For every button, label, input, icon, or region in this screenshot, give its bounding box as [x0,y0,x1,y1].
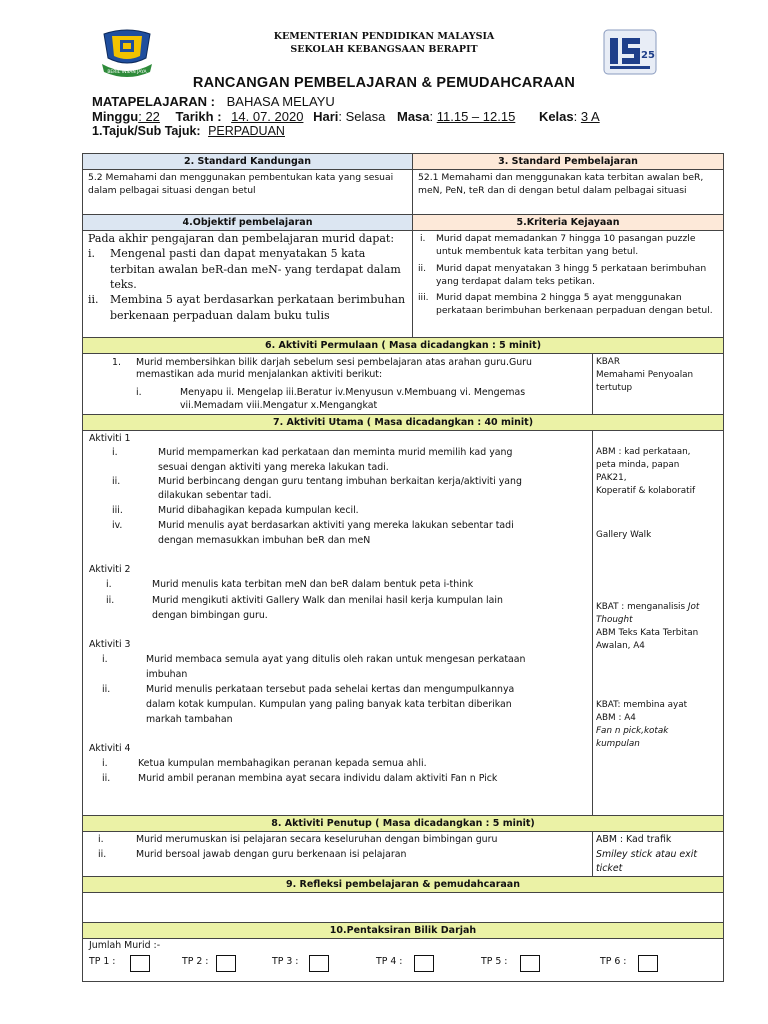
kriteria-item-3: Murid dapat membina 2 hingga 5 ayat menggunakan perkataan berimbuhan berkenaan perpaduan dengan betul. [436,292,713,316]
date-label: Tarikh : [175,109,222,124]
tp4-box[interactable] [414,955,434,972]
penutup-side-c: ticket [596,863,623,874]
a1-item-2-line1: Murid berbincang dengan guru tentang imbuhan berkaitan kerja/aktiviti yang [158,476,522,487]
crest-motto: BERIL INSAN JAYA [107,70,147,75]
topic-label: 1.Tajuk/Sub Tajuk: [92,124,201,138]
objektif-intro: Pada akhir pengajaran dan pembelajaran murid dapat: [88,232,395,245]
utama-side-4d: kumpulan [596,739,640,749]
a1-num-2: ii. [112,476,121,487]
kriteria-num-3: iii. [418,292,429,303]
subject-value: BAHASA MELAYU [226,94,335,109]
permulaan-sub-1: Menyapu ii. Mengelap iii.Beratur iv.Menyusun v.Membuang vi. Mengemas [180,387,526,398]
aktiviti-permulaan-header: 6. Aktiviti Permulaan ( Masa dicadangkan : 5 minit) [83,338,723,353]
tp5-box[interactable] [520,955,540,972]
time-label: Masa [396,109,430,124]
aktiviti-2-label: Aktiviti 2 [89,564,131,575]
utama-side-1c: PAK21, [596,473,627,483]
aktiviti-3-label: Aktiviti 3 [89,639,131,650]
a1-num-3: iii. [112,505,123,516]
tp1-label: TP 1 : [89,956,116,967]
a4-num-1: i. [102,758,108,769]
standard-pembelajaran-header: 3. Standard Pembelajaran [413,154,723,169]
standard-kandungan-text: 5.2 Memahami dan menggunakan pembentukan kata yang sesuai dalam pelbagai situasi dengan betul [88,172,394,196]
tp2-label: TP 2 : [182,956,209,967]
a2-num-2: ii. [106,595,115,606]
tp5-label: TP 5 : [481,956,508,967]
date-value: 14. 07. 2020 [231,109,304,124]
aktiviti-penutup-header: 8. Aktiviti Penutup ( Masa dicadangkan : 5 minit) [83,816,723,831]
a3-num-2: ii. [102,684,111,695]
tp6-label: TP 6 : [600,956,627,967]
a3-item-2-line3: markah tambahan [146,714,233,725]
a3-item-2-line2: dalam kotak kumpulan. Kumpulan yang paling banyak kata terbitan diberikan [146,699,512,710]
objektif-num-1: i. [88,247,96,260]
a3-item-2-line1: Murid menulis perkataan tersebut pada sehelai kertas dan mengumpulkannya [146,684,515,695]
week-label: Minggu [92,109,139,124]
kriteria-num-2: ii. [418,263,427,274]
utama-side-4a: KBAT: membina ayat [596,700,688,710]
a3-item-1-line1: Murid membaca semula ayat yang ditulis oleh rakan untuk mengesan perkataan [146,654,526,665]
tp6-box[interactable] [638,955,658,972]
kriteria-header: 5.Kriteria Kejayaan [413,215,723,230]
tp3-label: TP 3 : [272,956,299,967]
day-label: Hari [313,109,339,124]
a2-item-2-line2: dengan bimbingan guru. [152,610,268,621]
a4-num-2: ii. [102,773,111,784]
document-title: RANCANGAN PEMBELAJARAN & PEMUDAHCARAAN [192,75,576,91]
school-name: SEKOLAH KEBANGSAAN BERAPIT [290,44,478,55]
kriteria-num-1: i. [420,233,426,244]
utama-side-3b: Thought [596,615,633,625]
a1-item-2-line2: dilakukan sebentar tadi. [158,490,272,501]
penutup-side-b: Smiley stick atau exit [596,849,698,860]
a1-num-4: iv. [112,520,123,531]
standard-pembelajaran-text: 52.1 Memahami dan menggunakan kata terbitan awalan beR, meN, PeN, teR dan di dengan betul dalam pelbagai situasi [418,172,704,196]
refleksi-header: 9. Refleksi pembelajaran & pemudahcaraan [83,877,723,892]
penutup-num-1: i. [98,834,104,845]
a2-item-2-line1: Murid mengikuti aktiviti Gallery Walk dan menilai hasil kerja kumpulan lain [152,595,503,606]
penutup-item-2: Murid bersoal jawab dengan guru berkenaan isi pelajaran [136,849,407,860]
a1-item-1-line1: Murid mempamerkan kad perkataan dan meminta murid memilih kad yang [158,447,513,458]
permulaan-item-1: Murid membersihkan bilik darjah sebelum sesi pembelajaran atas arahan guru.Guru memastikan ada murid menjalankan aktiviti berikut: [136,357,532,381]
ministry-name: KEMENTERIAN PENDIDIKAN MALAYSIA [273,31,495,42]
class-label: Kelas [538,109,574,124]
utama-side-1b: peta minda, papan [596,460,680,470]
objektif-num-2: ii. [88,293,99,306]
a1-item-4-line1: Murid menulis ayat berdasarkan aktiviti yang mereka lakukan sebentar tadi [158,520,514,531]
schedule-row: Minggu: 22 Tarikh : 14. 07. 2020 Hari: Selasa Masa: 11.15 – 12.15 Kelas: 3 A [92,109,600,124]
tp3-box[interactable] [309,955,329,972]
penutup-side-a: ABM : Kad trafik [596,834,672,845]
subject-label: MATAPELAJARAN : [92,94,216,109]
topic-value: PERPADUAN [208,124,285,138]
penutup-num-2: ii. [98,849,107,860]
day-value: : Selasa [338,109,386,124]
utama-side-3d: Awalan, A4 [596,641,645,651]
utama-side-4c: Fan n pick,kotak [596,726,669,736]
utama-side-4b: ABM : A4 [596,713,636,723]
week-value: : 22 [138,109,160,124]
a4-item-2: Murid ambil peranan membina ayat secara individu dalam aktiviti Fan n Pick [138,773,498,784]
tp2-box[interactable] [216,955,236,972]
objektif-item-1: Mengenal pasti dan dapat menyatakan 5 kata terbitan awalan beR-dan meN- yang terdapat dalam teks. [110,247,401,291]
aktiviti-utama-header: 7. Aktiviti Utama ( Masa dicadangkan : 40 minit) [83,415,723,430]
jumlah-murid-label: Jumlah Murid :- [89,940,161,951]
permulaan-side-2: Memahami Penyoalan [596,370,694,380]
time-value: 11.15 – 12.15 [436,109,516,124]
penutup-item-1: Murid merumuskan isi pelajaran secara keseluruhan dengan bimbingan guru [136,834,498,845]
permulaan-side-1: KBAR [596,357,620,367]
permulaan-sub-num: i. [136,387,142,398]
utama-side-2: Gallery Walk [596,530,652,540]
objektif-item-2: Membina 5 ayat berdasarkan perkataan berimbuhan berkenaan perpaduan dalam buku tulis [110,293,406,322]
utama-side-1d: Koperatif & kolaboratif [596,486,696,496]
aktiviti-4-label: Aktiviti 4 [89,743,131,754]
a1-item-3-line1: Murid dibahagikan kepada kumpulan kecil. [158,505,359,516]
subject-row [92,94,335,109]
a3-num-1: i. [102,654,108,665]
permulaan-num-1: 1. [112,357,121,368]
a1-item-4-line2: dengan memasukkan imbuhan beR dan meN [158,535,371,546]
kriteria-item-2: Murid dapat menyatakan 3 hingg 5 perkataan berimbuhan yang terdapat dalam teks petikan. [436,263,707,287]
utama-side-3a: KBAT : menganalisis Jot [596,602,700,612]
utama-side-3c: ABM Teks Kata Terbitan [596,628,699,638]
standard-kandungan-header: 2. Standard Kandungan [83,154,412,169]
permulaan-sub-2: vii.Memadam viii.Mengatur x.Mengangkat [180,400,378,411]
a2-num-1: i. [106,579,112,590]
utama-side-1a: ABM : kad perkataan, [596,447,691,457]
objektif-header: 4.Objektif pembelajaran [83,215,412,230]
tp1-box[interactable] [130,955,150,972]
pentaksiran-header: 10.Pentaksiran Bilik Darjah [83,923,723,938]
a2-item-1-line1: Murid menulis kata terbitan meN dan beR dalam bentuk peta i-think [152,579,474,590]
a1-num-1: i. [112,447,118,458]
a3-item-1-line2: imbuhan [146,669,188,680]
kriteria-item-1: Murid dapat memadankan 7 hingga 10 pasangan puzzle untuk membentuk kata terbitan yang betul. [436,233,696,257]
class-value: 3 A [580,109,600,124]
tp4-label: TP 4 : [376,956,403,967]
topic-row [92,124,285,138]
aktiviti-1-label: Aktiviti 1 [89,433,131,444]
a1-item-1-line2: sesuai dengan aktiviti yang mereka lakukan tadi. [158,462,389,473]
a4-item-1: Ketua kumpulan membahagikan peranan kepada semua ahli. [138,758,427,769]
logo-number: 25 [641,50,655,61]
permulaan-side-3: tertutup [596,383,633,393]
